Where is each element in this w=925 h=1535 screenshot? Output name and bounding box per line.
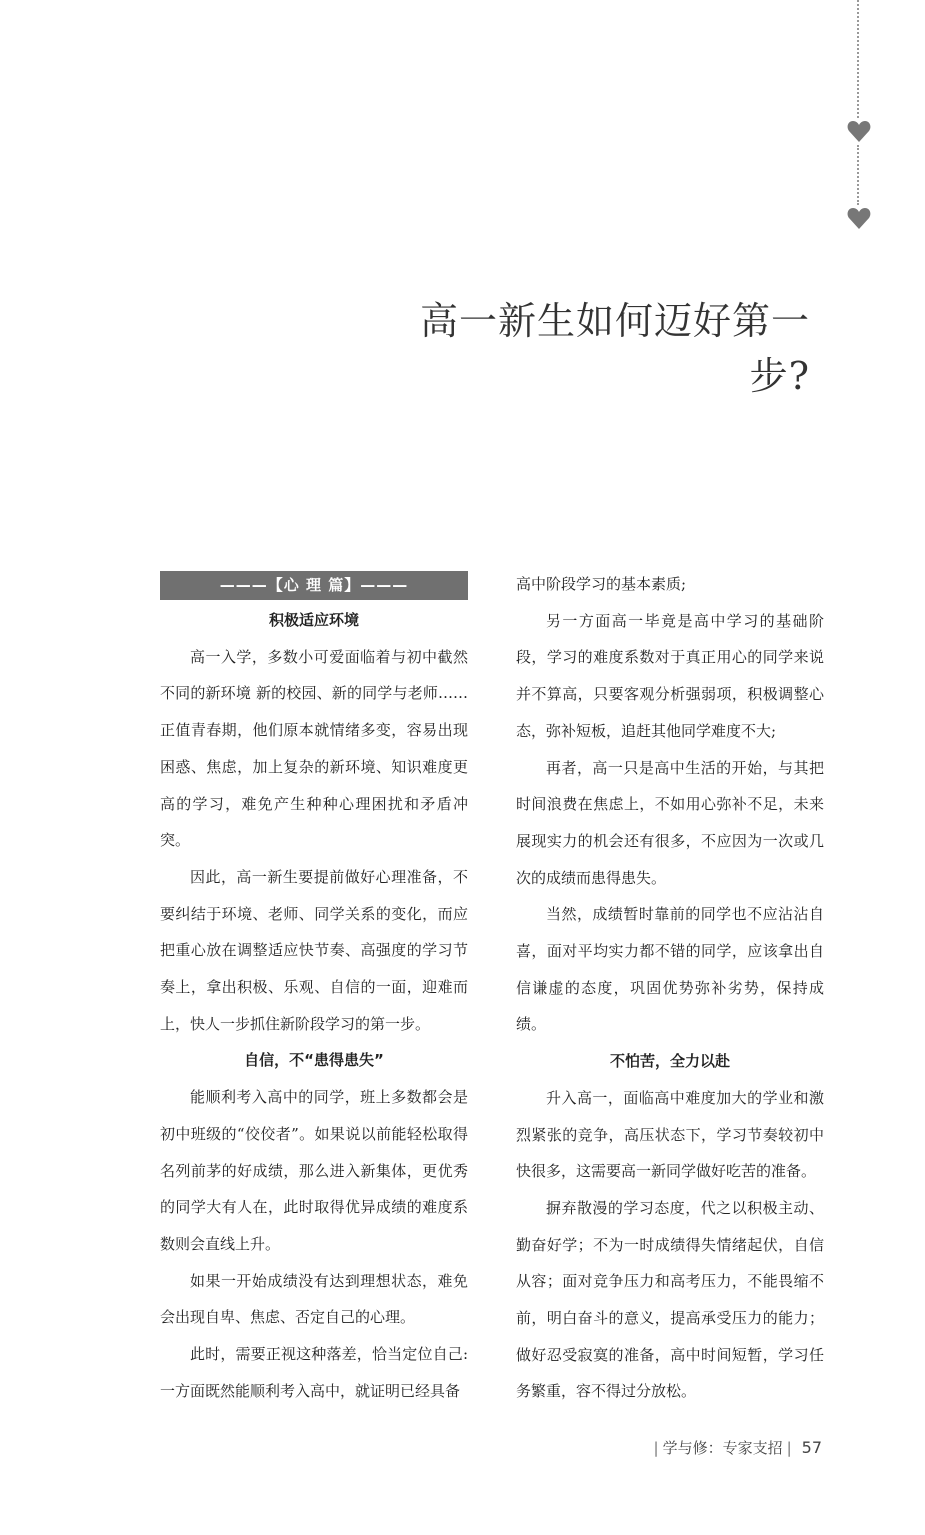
dotted-line-middle [857, 145, 859, 205]
page-title: 高一新生如何迈好第一步? [419, 299, 810, 398]
footer-divider: | [653, 1439, 659, 1457]
page-footer [600, 1437, 822, 1458]
paragraph: 摒弃散漫的学习态度，代之以积极主动、勤奋好学；不为一时成绩得失情绪起伏，自信从容；面对竞争压力和高考压力，不能畏缩不前，明白奋斗的意义，提高承受压力的能力；做好忍受寂寞的准备，高中时间短暂，学习任务繁重，容不得过分放松。 [516, 1198, 824, 1401]
footer-divider: | [786, 1439, 792, 1457]
paragraph: 能顺利考入高中的同学，班上多数都会是初中班级的“佼佼者”。如果说以前能轻松取得名列前茅的好成绩，那么进入新集体，更优秀的同学大有人在，此时取得优异成绩的难度系数则会直线上升。 [160, 1088, 468, 1253]
paragraph: 如果一开始成绩没有达到理想状态，难免会出现自卑、焦虑、否定自己的心理。 [160, 1271, 468, 1327]
running-head: 学与修：专家支招 [662, 1439, 783, 1457]
paragraph: 升入高一，面临高中难度加大的学业和激烈紧张的竞争，高压状态下，学习节奏较初中快很多，这需要高一新同学做好吃苦的准备。 [516, 1088, 824, 1181]
paragraph: 再者，高一只是高中生活的开始，与其把时间浪费在焦虑上，不如用心弥补不足，未来展现实力的机会还有很多，不应因为一次或几次的成绩而患得患失。 [516, 758, 824, 887]
dotted-line-top [857, 0, 859, 118]
page-number: 57 [801, 1438, 822, 1457]
subheading: 自信，不“患得患失” [244, 1051, 384, 1070]
paragraph: 高中阶段学习的基本素质; [516, 575, 687, 593]
subheading: 积极适应环境 [268, 611, 359, 629]
right-column [516, 566, 824, 1410]
heart-icon [846, 118, 872, 144]
subheading: 不怕苦，全力以赴 [609, 1052, 730, 1071]
paragraph: 因此，高一新生要提前做好心理准备，不要纠结于环境、老师、同学关系的变化，而应把重心放在调整适应快节奏、高强度的学习节奏上，拿出积极、乐观、自信的一面，迎难而上，快人一步抓住新阶段学习的第一步。 [160, 867, 468, 1033]
heart-icon [846, 205, 872, 231]
paragraph: 当然，成绩暂时靠前的同学也不应沾沾自喜，面对平均实力都不错的同学，应该拿出自信谦虚的态度，巩固优势弥补劣势，保持成绩。 [516, 905, 824, 1034]
paragraph: 高一入学，多数小可爱面临着与初中截然不同的新环境 新的校园、新的同学与老师……正值青春期，他们原本就情绪多变，容易出现困惑、焦虑，加上复杂的新环境、知识难度更高的学习，难免产生种种心理困扰和矛盾冲突。 [160, 647, 468, 850]
paragraph: 另一方面高一毕竟是高中学习的基础阶段，学习的难度系数对于真正用心的同学来说并不算高，只要客观分析强弱项，积极调整心态，弥补短板，追赶其他同学难度不大; [516, 611, 824, 740]
section-bar: ———【心 理 篇】——— [160, 571, 468, 600]
left-column [160, 566, 468, 1409]
paragraph: 此时，需要正视这种落差，恰当定位自己:一方面既然能顺利考入高中，就证明已经具备 [160, 1345, 468, 1400]
